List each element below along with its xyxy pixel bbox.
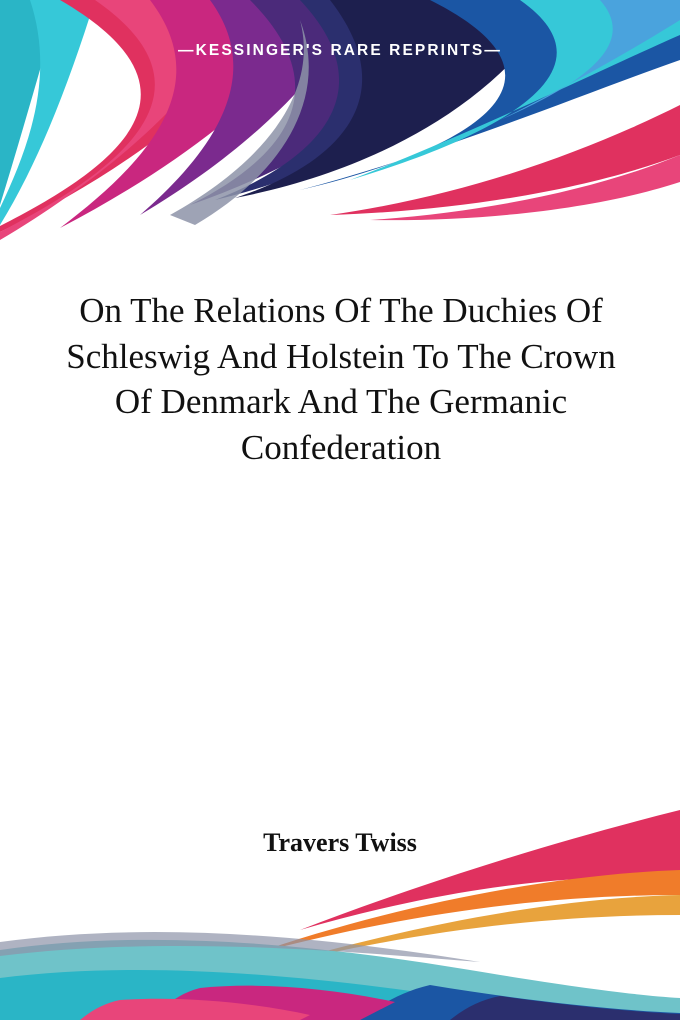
page-title: On The Relations Of The Duchies Of Schleswig And Holstein To The Crown Of Denmark And The Germanic Confederation [66, 291, 616, 467]
publisher-imprint: —KESSINGER'S RARE REPRINTS— [178, 42, 502, 59]
author-name: Travers Twiss [263, 828, 417, 857]
